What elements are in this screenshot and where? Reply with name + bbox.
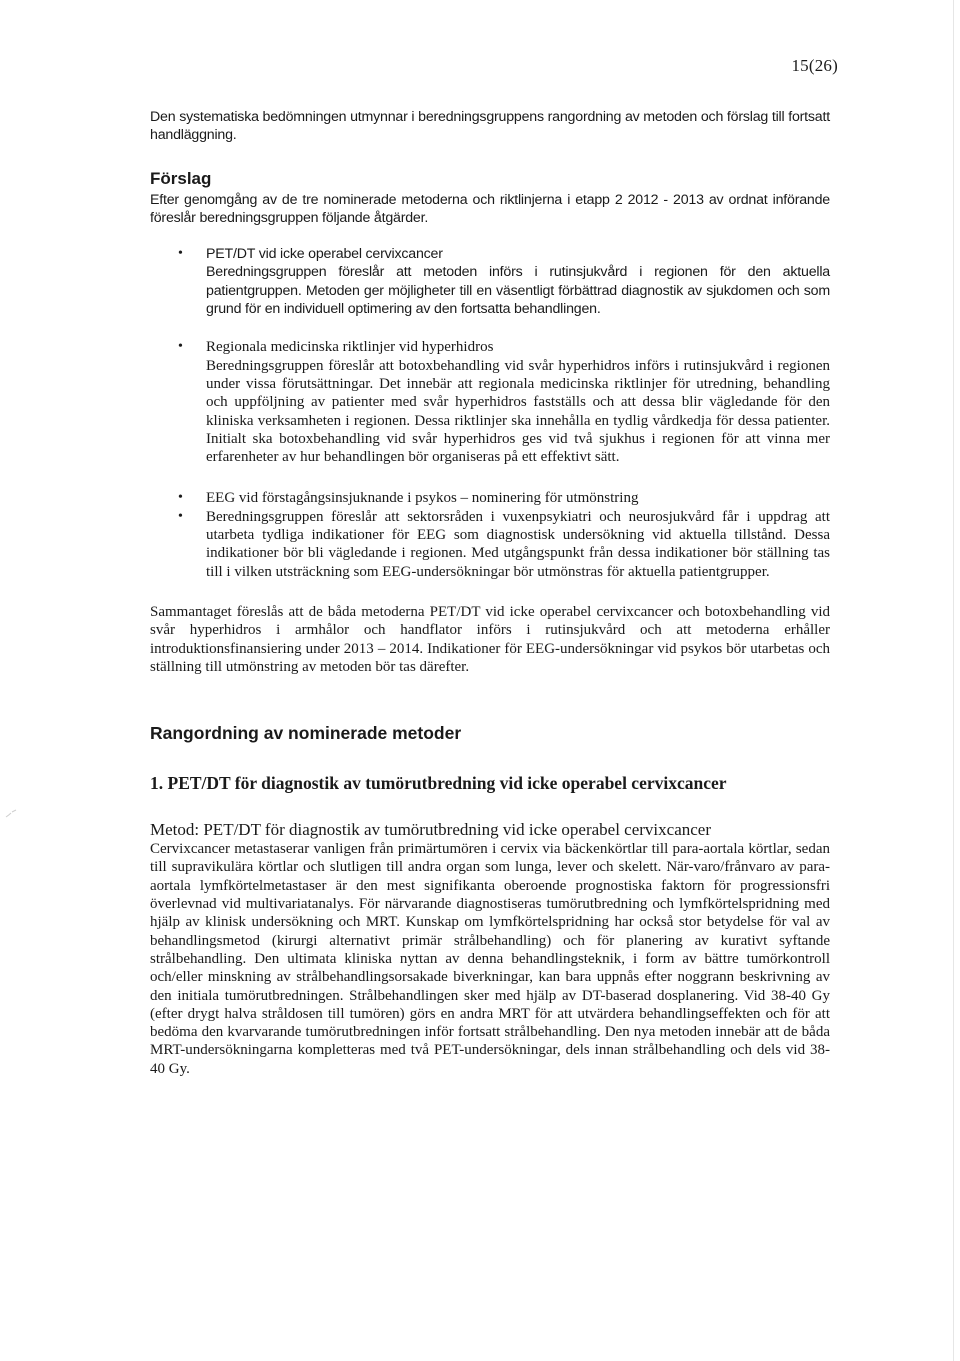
method-body-paragraph: Cervixcancer metastaserar vanligen från primärtumören i cervix via bäckenkörtlar till para-aortala körtlar, sedan till supravikulära körtlar och slutligen till andra organ som lunga, lever och skelett. När-varo/frånvaro av para-aortala lymfkörtelmetastaser är den mest signifikanta oberoende prognostiska faktorn för progressionsfri överlevnad vid multivariatanalys. För närvarande diagnostiseras tumörutbredning och lymfkörtelspridning med hjälp av klinisk undersökning och MRT. Kunskap om lymfkörtelspridning har också stor betydelse för val av behandlingsmetod (kirurgi alternativt primär strålbehandling) och för planering av kurativt syftande strålbehandling. Den ultimata kliniska nyttan av denna behandlingsteknik, i form av bättre tumörkontroll och/eller minskning av strålbehandlingsorsakade biverkningar, kan bara uppnås efter noggrann beskrivning av den initiala tumörutbredningen. Strålbehandlingen sker med hjälp av DT-baserad dosplanering. Vid 38-40 Gy (efter drygt halva stråldosen till tumören) görs en andra MRT för att utvärdera behandlingseffekten och för att bedöma den kvarvarande tumörutbredningen inför fortsatt strålbehandling. Den nya metoden innebär att de båda MRT-undersökningarna kompletteras med två PET-undersökningar, dels innan strålbehandling och dels vid 38-40 Gy.: [150, 841, 830, 1077]
bullet-icon: •: [178, 490, 183, 506]
margin-pencil-mark: [4, 808, 18, 820]
proposal-text: Beredningsgruppen föreslår att botoxbehandling vid svår hyperhidros införs i rutinsjukvård i regionen under vissa förutsättningar. Det innebär att regionala medicinska riktlinjer för utredning, behandling och uppföljning av patienter med svår hyperhidros fastställs och att dessa blir vägledande för den kliniska verksamheten i regionen. Dessa riktlinjer ska innehålla en tydlig vårdkedja för dessa patienter. Initialt ska botoxbehandling vid svår hyperhidros ges vid två sjukhus i regionen för att vinna mer erfarenheter av hur behandlingen bör organiseras på ett effektivt sätt.: [206, 357, 830, 466]
method-heading: 1. PET/DT för diagnostik av tumörutbredning vid icke operabel cervixcancer: [150, 773, 727, 794]
summary-paragraph: Sammantaget föreslås att de båda metoderna PET/DT vid icke operabel cervixcancer och botoxbehandling vid svår hyperhidros i armhålor och handflator införs i rutinsjukvård och att metoderna erhåller introduktionsfinansiering under 2013 – 2014. Indikationer för EEG-undersökningar vid psykos bör utarbetas och ställning till utmönstring av metoden bör tas därefter.: [150, 603, 830, 675]
section-heading-ranking: Rangordning av nominerade metoder: [150, 723, 462, 744]
forslag-lead: Efter genomgång av de tre nominerade metoderna och riktlinjerna i etapp 2 2012 - 2013 av ordnat införande föreslår beredningsgruppen följande åtgärder.: [150, 191, 830, 226]
proposal-list: [150, 245, 830, 581]
proposal-item: [150, 489, 830, 507]
method-subheading: Metod: PET/DT för diagnostik av tumörutbredning vid icke operabel cervixcancer: [150, 820, 711, 840]
proposal-item: [150, 245, 830, 318]
bullet-icon: •: [178, 246, 183, 262]
intro-paragraph: Den systematiska bedömningen utmynnar i beredningsgruppens rangordning av metoden och förslag till fortsatt handläggning.: [150, 109, 830, 144]
bullet-icon: •: [178, 339, 183, 355]
proposal-title: PET/DT vid icke operabel cervixcancer: [206, 246, 443, 263]
bullet-icon: •: [178, 508, 183, 524]
document-body: [150, 108, 830, 1078]
scan-edge-line: [953, 0, 954, 1361]
section-heading-forslag: Förslag: [150, 168, 212, 188]
proposal-text: Beredningsgruppen föreslår att metoden införs i rutinsjukvård i regionen för den aktuella patientgruppen. Metoden ger möjligheter till en väsentligt förbättrad diagnostik av sjukdomen och som grund för en individuell optimering av den fortsatta behandlingen.: [206, 264, 830, 318]
proposal-item: [150, 508, 830, 581]
proposal-text: Beredningsgruppen föreslår att sektorsråden i vuxenpsykiatri och neurosjukvård får i uppdrag att utarbeta tydliga indikationer för EEG som diagnostisk undersökning vid aktuella tillstånd. Dessa indikationer bör bli vägledande i regionen. Med utgångspunkt från dessa indikationer bör ställning tas till i vilken utsträckning som EEG-undersökningar bör utmönstras för aktuella patientgrupper.: [206, 508, 830, 580]
proposal-title: Regionala medicinska riktlinjer vid hyperhidros: [206, 339, 494, 356]
proposal-title: EEG vid förstagångsinsjuknande i psykos – nominering för utmönstring: [206, 490, 639, 507]
page-number: 15(26): [791, 56, 838, 75]
proposal-item: [150, 338, 830, 466]
